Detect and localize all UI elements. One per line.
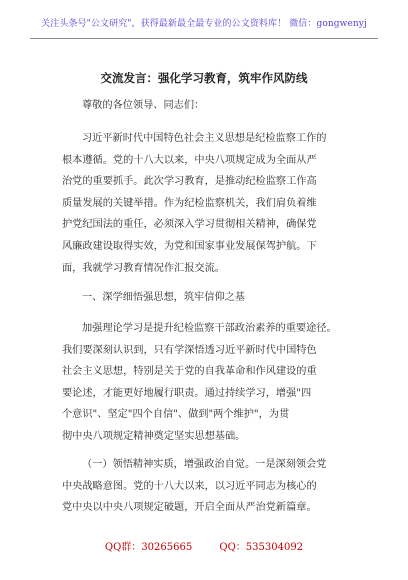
paragraph-3 [62,454,362,519]
paragraph-line: 治党的重要抓手。此次学习教育，是推动纪检监察工作高 [62,176,317,188]
paragraph-line: 个意识"、坚定"四个自信"、做到"两个维护"，为贯 [62,409,290,421]
section-heading-text: 一、深学细悟强思想，筑牢信仰之基 [82,292,245,303]
paragraph-line: 彻中央八项规定精神奠定坚实思想基础。 [62,430,246,442]
header-note: 关注头条号"公文研究"，获得最新最全最专业的公文资料库！ 微信：gongwenyj [41,19,367,29]
footer-qq: QQ：535304092 [219,542,304,553]
salutation-text: 尊敬的各位领导、同志们： [82,100,205,111]
paragraph-2 [62,318,362,448]
header-divider [30,38,378,39]
paragraph-line: （一）领悟精神实质，增强政治自觉。一是深刻领会党 [82,459,327,470]
paragraph-line: 加强理论学习是提升纪检监察干部政治素养的重要途径。 [82,323,337,334]
footer-contact [0,538,408,553]
paragraph-line: 风廉政建设取得实效，为党和国家事业发展保驾护航。下 [62,240,317,252]
paragraph-line: 面，我就学习教育情况作汇报交流。 [62,262,225,274]
paragraph-line: 我们要深刻认识到，只有学深悟透习近平新时代中国特色 [62,344,317,356]
footer-qq-group: QQ群：30265665 [104,542,193,553]
paragraph-line: 社会主义思想，特别是关于党的自我革命和作风建设的重 [62,366,317,378]
paragraph-line: 中央战略意图。党的十八大以来，以习近平同志为核心的 [62,480,317,492]
paragraph-line: 护党纪国法的重任，必须深入学习贯彻相关精神，确保党 [62,219,317,231]
paragraph-line: 习近平新时代中国特色社会主义思想是纪检监察工作的 [82,133,327,144]
paragraph-line: 党中央以中央八项规定破题，开启全面从严治党新篇章。 [62,502,317,514]
section-heading [62,287,362,309]
salutation [62,95,362,117]
paragraph-line: 根本遵循。党的十八大以来，中央八项规定成为全面从严 [62,154,317,166]
paragraph-1 [62,128,362,279]
paragraph-line: 质量发展的关键举措。作为纪检监察机关，我们肩负着维 [62,197,317,209]
paragraph-line: 要论述，才能更好地履行职责。通过持续学习，增强"四 [62,387,312,399]
document-title: 交流发言：强化学习教育，筑牢作风防线 [100,71,308,85]
